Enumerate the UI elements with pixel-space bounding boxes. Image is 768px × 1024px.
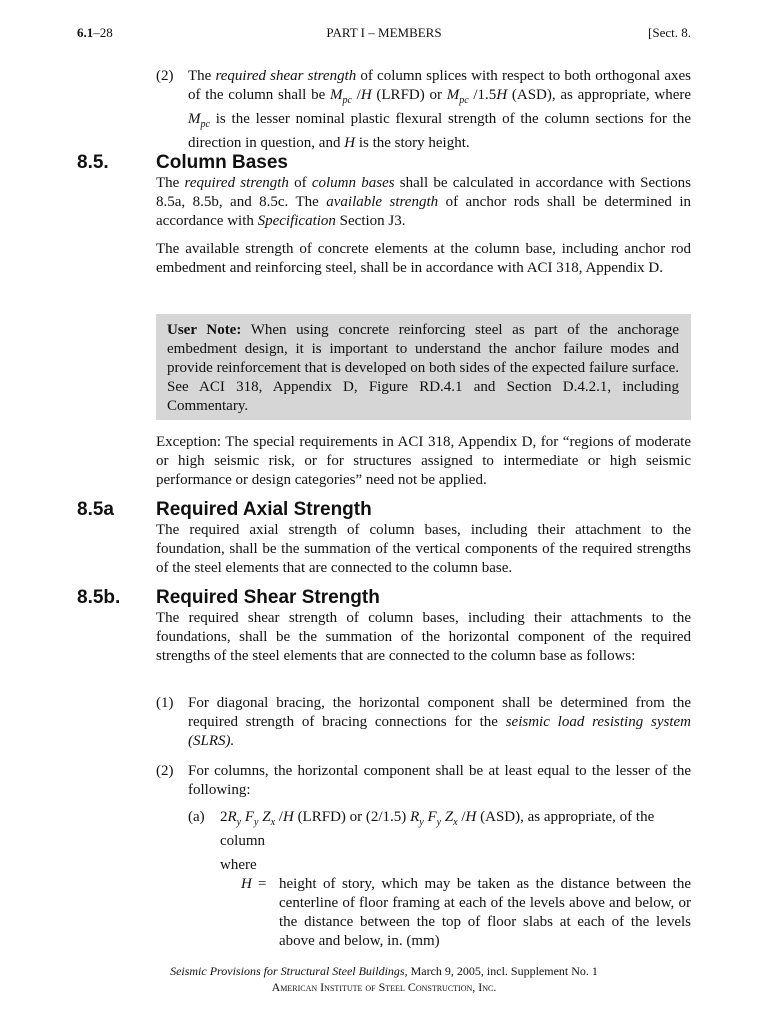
section-number: 8.5a xyxy=(77,499,114,520)
section-marker: [Sect. 8. xyxy=(648,25,691,40)
list-item xyxy=(156,694,691,751)
sub-list-item xyxy=(188,808,691,849)
item-text: The required shear strength of column splices with respect to both orthogonal axes of the column shall be $M_{pc}$ /H (LRFD) or $M_{pc}$ /1.5H (ASD), as appropriate, where $M_{pc}$ is the lesser nominal plastic flexural strength of the column sections for the direction in question, and H is the story height. xyxy=(188,68,692,151)
paragraph: The required strength of column bases shall be calculated in accordance with Sections 8.5a, 8.5b, and 8.5c. The available strength of anchor rods shall be determined in accordance with Specification Section J3. xyxy=(156,175,691,229)
item-text: For columns, the horizontal component shall be at least equal to the lesser of the following: xyxy=(188,763,691,798)
user-note-box xyxy=(156,314,691,420)
section-number: 8.5. xyxy=(77,152,109,173)
footer-title: Seismic Provisions for Structural Steel Buildings xyxy=(170,964,405,978)
list-item xyxy=(156,762,691,800)
exception-paragraph: Exception: The special requirements in ACI 318, Appendix D, for “regions of moderate or high seismic risk, or for structures assigned to intermediate or high seismic performance or design categories” need not be applied. xyxy=(156,434,691,488)
definition-text: height of story, which may be taken as the distance between the centerline of floor framing at each of the levels above and below, or the distance between the top of floor slabs at each of the levels above and below, in. (mm) xyxy=(279,876,691,949)
paragraph: The required shear strength of column bases, including their attachments to the foundations, shall be the summation of the horizontal component of the required strengths of the steel elements that are connected to the column base as follows: xyxy=(156,610,691,664)
item-text: For diagonal bracing, the horizontal component shall be determined from the required strength of bracing connections for the seismic load resisting system (SLRS). xyxy=(188,695,691,749)
item-number: (2) xyxy=(156,763,174,779)
definition-equals: = xyxy=(258,876,267,892)
paragraph: The required axial strength of column bases, including their attachment to the foundation, shall be the summation of the vertical components of the required strengths of the steel elements that are connected to the column base. xyxy=(156,522,691,576)
user-note-text: When using concrete reinforcing steel as part of the anchorage embedment design, it is important to understand the anchor failure modes and provide reinforcement that is developed on both sides of the expected failure surface. See ACI 318, Appendix D, Figure RD.4.1 and Section D.4.2.1, including Commentary. xyxy=(167,322,679,414)
section-number: 8.5b. xyxy=(77,587,121,608)
paragraph: The available strength of concrete elements at the column base, including anchor rod embedment and reinforcing steel, shall be in accordance with ACI 318, Appendix D. xyxy=(156,241,691,276)
section-title: Required Axial Strength xyxy=(156,499,372,520)
item-number: (2) xyxy=(156,68,174,84)
definition-symbol: H xyxy=(241,876,252,892)
item-number: (a) xyxy=(188,809,205,825)
splice-item-2 xyxy=(156,67,692,151)
section-title: Column Bases xyxy=(156,152,288,173)
running-title: PART I – MEMBERS xyxy=(326,25,442,40)
item-number: (1) xyxy=(156,695,174,711)
footer-line-1 xyxy=(0,963,768,979)
page-header xyxy=(77,25,691,43)
footer-date: , March 9, 2005, incl. Supplement No. 1 xyxy=(404,964,598,978)
item-text: $2R_y$ $F_y$ $Z_x$ /H (LRFD) or (2/1.5) $R_y$ $F_y$ $Z_x$ /H (ASD), as appropriate, of the column xyxy=(220,809,655,849)
definition xyxy=(220,875,691,951)
page-number: 6.1–28 xyxy=(77,25,113,40)
footer-publisher: American Institute of Steel Construction, Inc. xyxy=(271,980,497,994)
section-title: Required Shear Strength xyxy=(156,587,380,608)
user-note-label: User Note: xyxy=(167,322,242,338)
where-label: where xyxy=(220,857,257,873)
